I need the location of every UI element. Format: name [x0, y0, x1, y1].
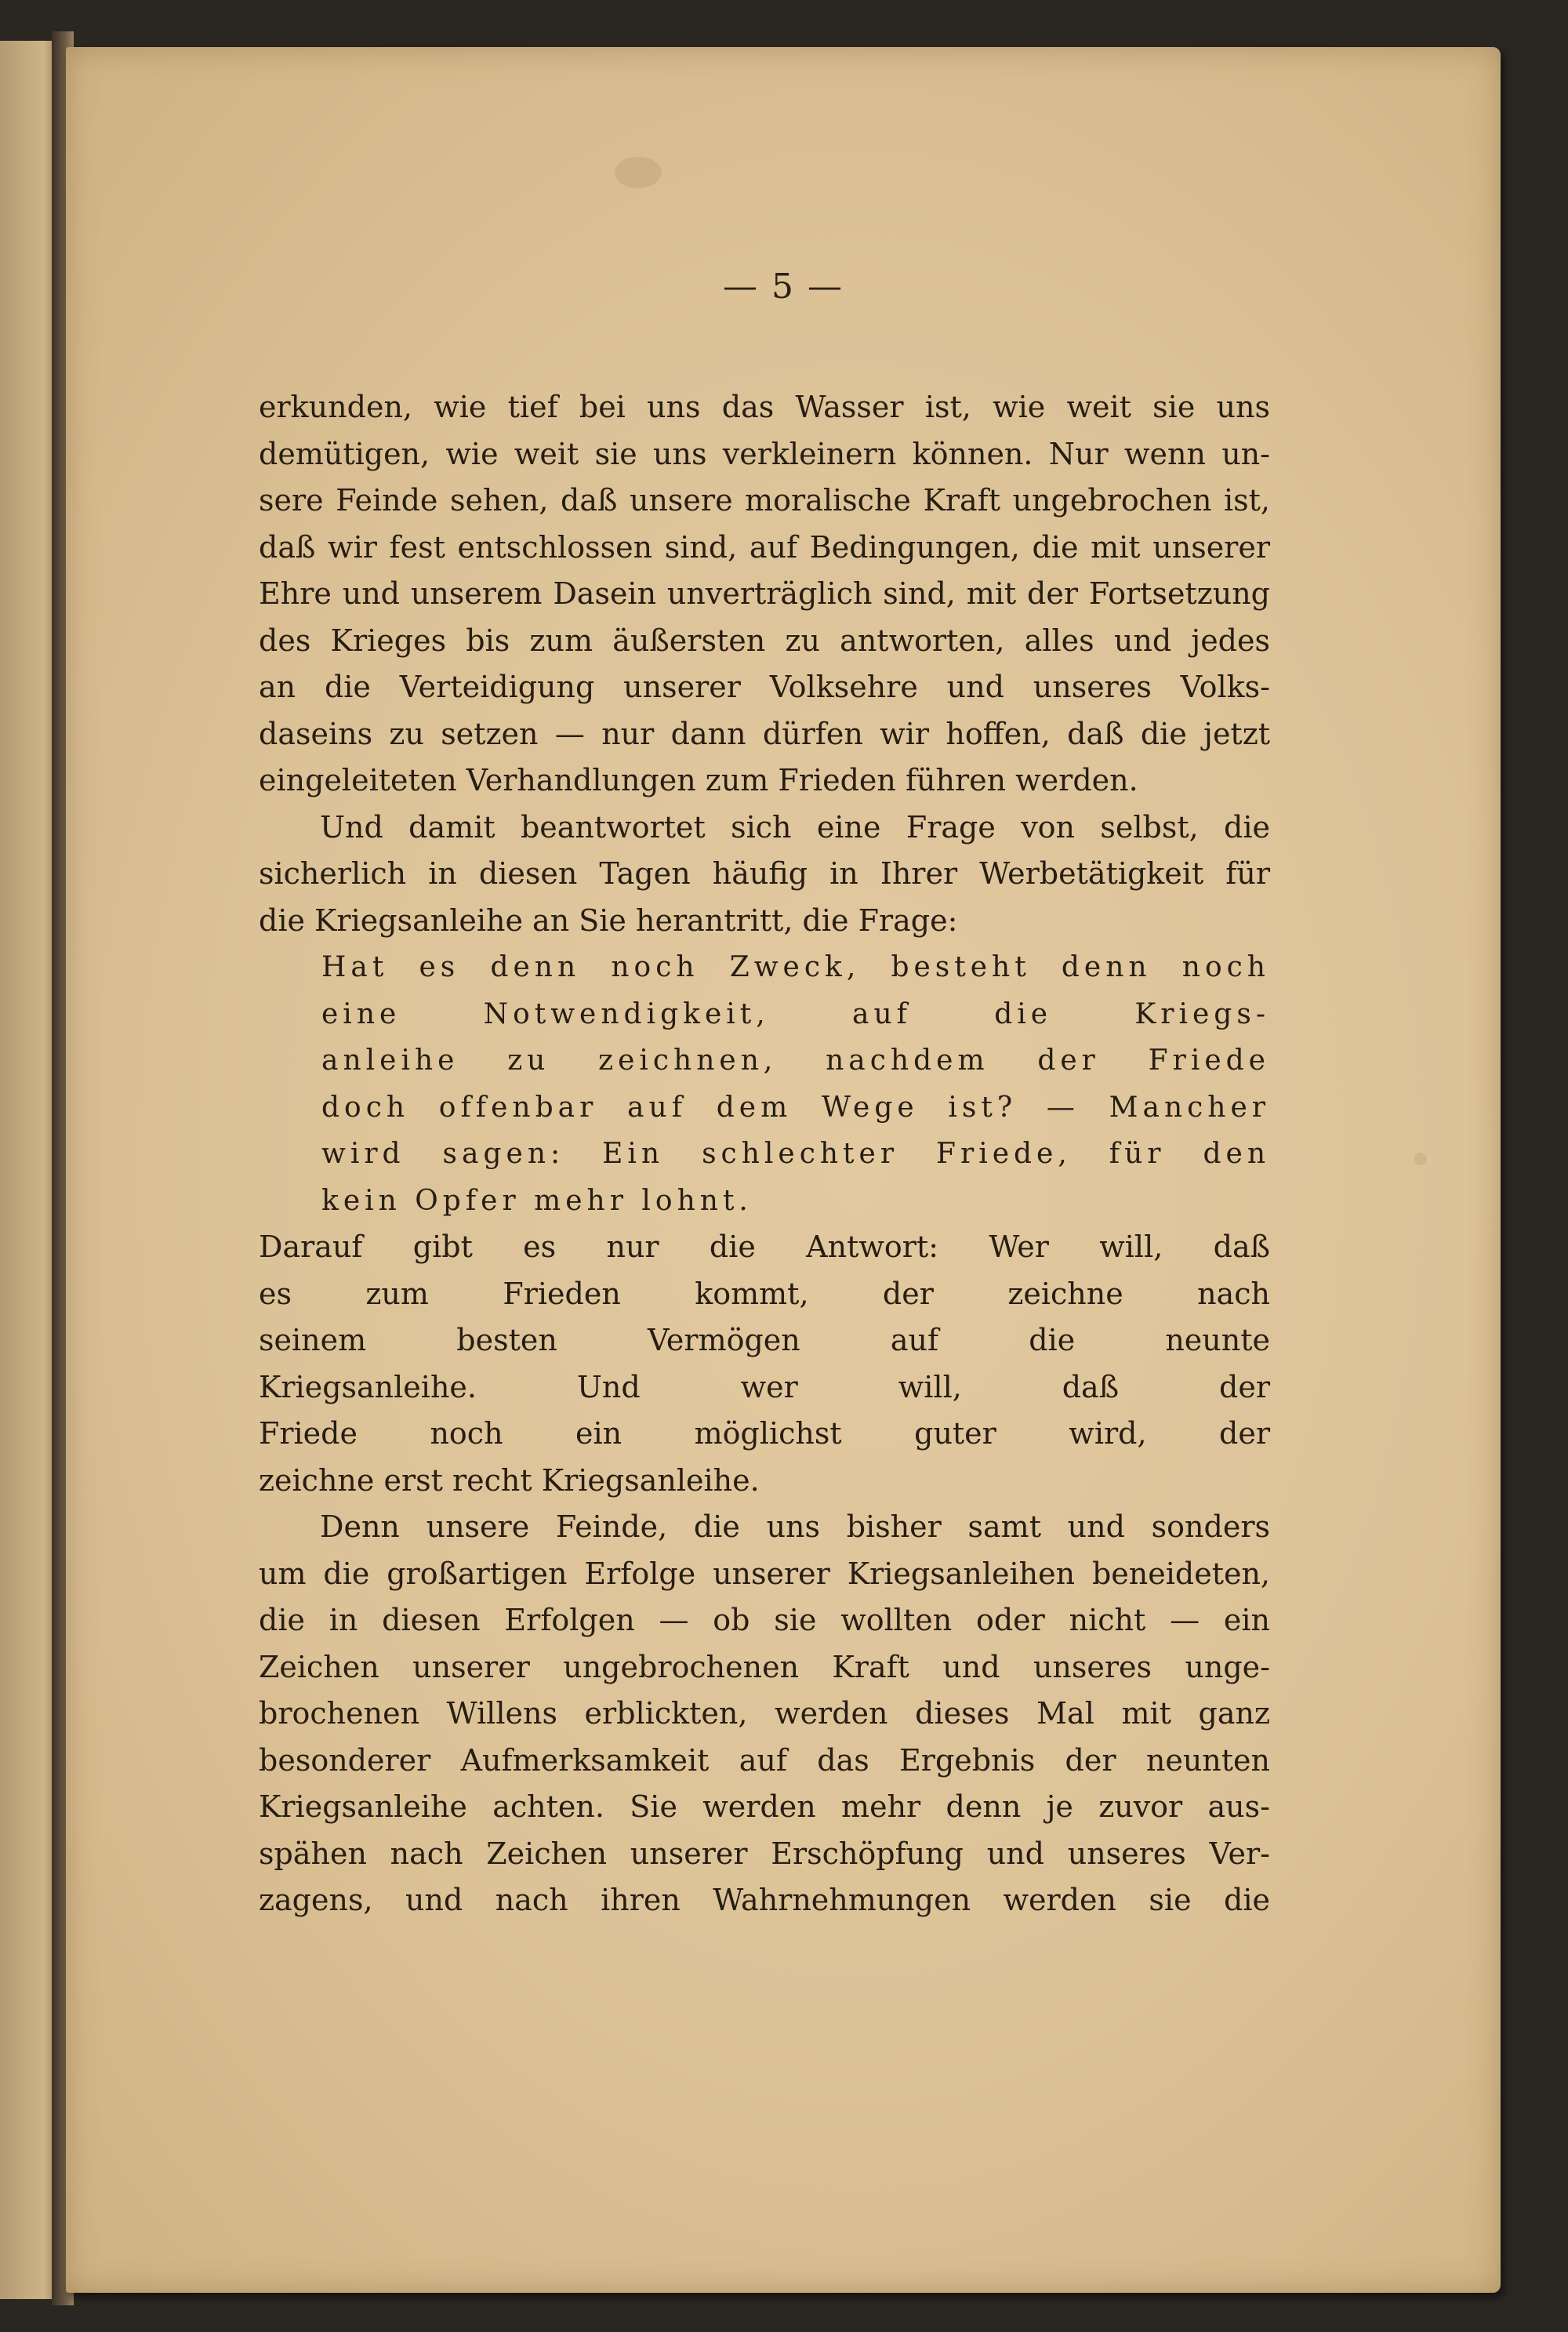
book-page — [66, 47, 1501, 2293]
text-line: um die großartigen Erfolge unserer Kriegsanleihen beneideten, — [259, 1556, 1270, 1591]
text-line: erkunden, wie tief bei uns das Wasser ist, wie weit sie uns — [259, 390, 1270, 424]
emphasized-line: eine Notwendigkeit, auf die Kriegs- — [321, 997, 1270, 1030]
text-line: die Kriegsanleihe an Sie herantritt, die Frage: — [259, 903, 958, 938]
emphasized-line: anleihe zu zeichnen, nachdem der Friede — [321, 1044, 1270, 1077]
text-line: Friede noch ein möglichst guter wird, der — [259, 1416, 1270, 1451]
emphasized-line: kein Opfer mehr lohnt. — [321, 1184, 753, 1217]
text-line: zeichne erst recht Kriegsanleihe. — [259, 1462, 760, 1498]
text-line: seinem besten Vermögen auf die neunte — [259, 1323, 1270, 1357]
text-line: Und damit beantwortet sich eine Frage von selbst, die — [320, 809, 1270, 845]
paper-stain — [615, 157, 662, 188]
text-line: demütigen, wie weit sie uns verkleinern können. Nur wenn un- — [259, 436, 1270, 471]
text-line: Kriegsanleihe. Und wer will, daß der — [259, 1369, 1270, 1404]
text-line: daseins zu setzen — nur dann dürfen wir hoffen, daß die jetzt — [259, 716, 1270, 751]
text-line: Ehre und unserem Dasein unverträglich sind, mit der Fortsetzung — [259, 576, 1270, 611]
emphasized-line: Hat es denn noch Zweck, besteht denn noch — [321, 951, 1270, 983]
text-line: es zum Frieden kommt, der zeichne nach — [259, 1276, 1270, 1311]
emphasized-line: doch offenbar auf dem Wege ist? — Mancher — [321, 1091, 1270, 1124]
text-line: an die Verteidigung unserer Volksehre und unseres Volks- — [259, 670, 1270, 704]
text-line: brochenen Willens erblickten, werden dieses Mal mit ganz — [259, 1696, 1270, 1731]
text-line: daß wir fest entschlossen sind, auf Bedingungen, die mit unserer — [259, 529, 1270, 565]
text-line: eingeleiteten Verhandlungen zum Frieden führen werden. — [259, 763, 1138, 797]
body-text — [259, 384, 1270, 1924]
text-line: die in diesen Erfolgen — ob sie wollten oder nicht — ein — [259, 1603, 1270, 1637]
text-line: sere Feinde sehen, daß unsere moralische Kraft ungebrochen ist, — [259, 483, 1270, 518]
text-line: sicherlich in diesen Tagen häufig in Ihrer Werbetätigkeit für — [259, 856, 1270, 891]
page-number: — 5 — — [723, 267, 844, 307]
paper-stain — [1414, 1153, 1427, 1165]
text-line: spähen nach Zeichen unserer Erschöpfung und unseres Ver- — [259, 1836, 1270, 1871]
text-line: besonderer Aufmerksamkeit auf das Ergebnis der neunten — [259, 1742, 1270, 1778]
text-line: Kriegsanleihe achten. Sie werden mehr denn je zuvor aus- — [259, 1789, 1270, 1824]
text-line: zagens, und nach ihren Wahrnehmungen werden sie die — [259, 1883, 1270, 1917]
text-line: Darauf gibt es nur die Antwort: Wer will, daß — [259, 1230, 1270, 1264]
text-line: Denn unsere Feinde, die uns bisher samt und sonders — [320, 1509, 1270, 1544]
text-line: des Krieges bis zum äußersten zu antworten, alles und jedes — [259, 623, 1270, 658]
emphasized-line: wird sagen: Ein schlechter Friede, für den — [321, 1138, 1270, 1170]
text-line: Zeichen unserer ungebrochenen Kraft und unseres unge- — [259, 1649, 1270, 1684]
